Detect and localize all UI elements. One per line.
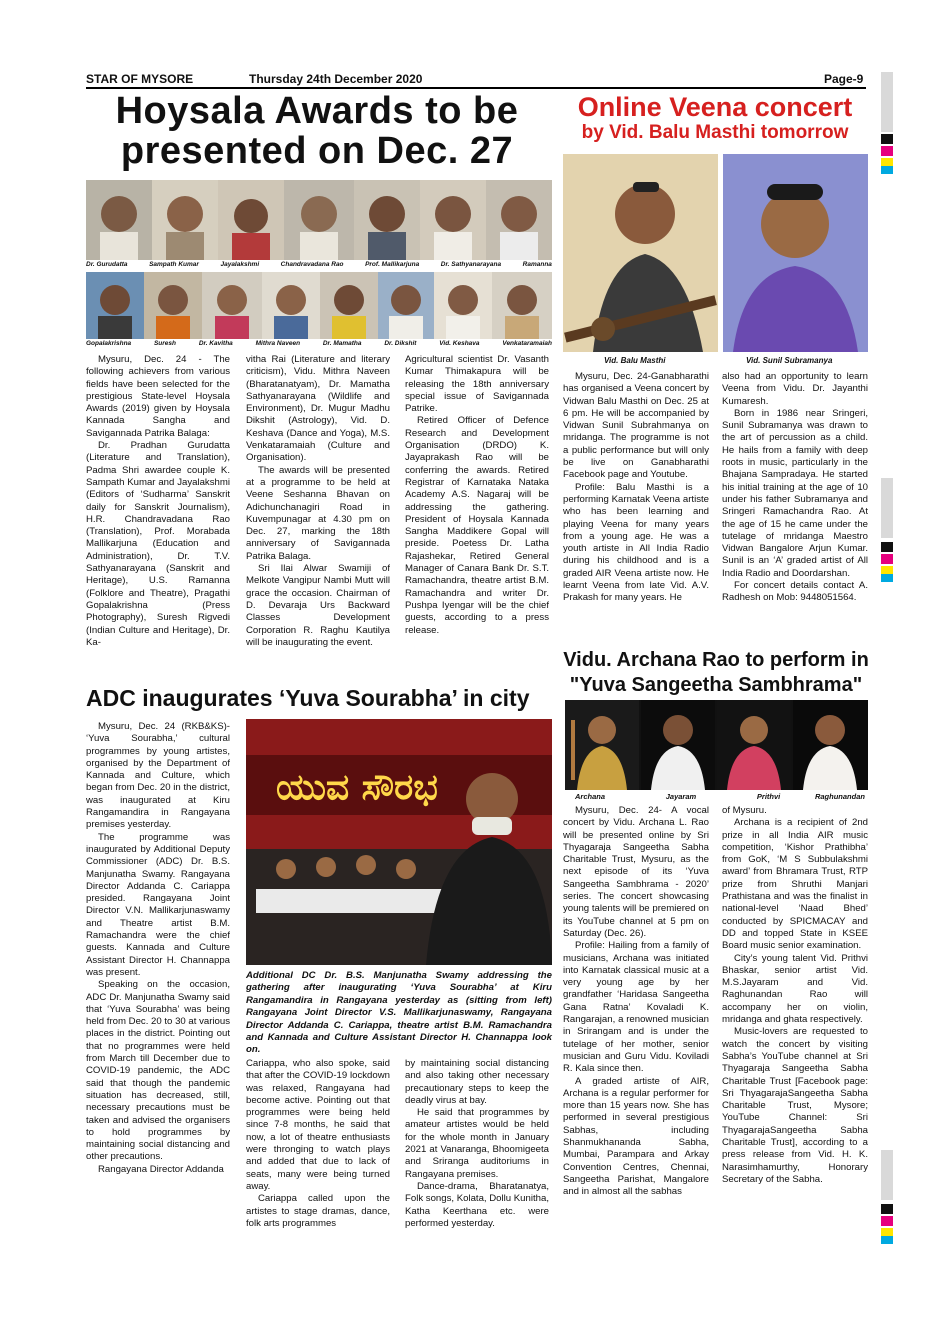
paragraph: A graded artiste of AIR, Archana is a regular performer for more than 15 years now. She has performed in several prestigious Sabhas, including Shanmukhananda Sabha, Mumbai, Parampara and Arkay Convention Centres, Chennai, Sangeetha Parishat, Mangalore and in almost all the sabhas <box>563 1075 709 1198</box>
balu-masthi-photo <box>563 154 718 352</box>
paragraph: Music-lovers are requested to watch the concert by visiting Sabha’s YouTube channel at Sri Thyagaraja Sangeetha Sabha Charitable Trust [Facebook page: Sri ThyagarajaSangeetha Sabha Charitable Trust, Mysore; YouTube Channel: Sri ThyagarajaSangeetha Sabha Charitable Trust], according to a press release from Vid. H. K. Narasimhamurthy, Honorary Secretary of the Sabha. <box>722 1026 868 1185</box>
archana-photos <box>565 700 868 790</box>
paragraph: Profile: Hailing from a family of musicians, Archana was initiated into Karnatak classical music at a very young age by her grandfather ‘Haridasa Sangeetha Gana Ratna’ Kovaladi K. Rangarajan, a renowned musician in Srirangam and is under the tutelage of her mother, senior musician and Guru Vidu. Koviladi R. Kala since then. <box>563 940 709 1075</box>
paragraph: Agricultural scientist Dr. Vasanth Kumar Thimakapura will be releasing the 18th anniversary special issue of Savigannada Patrike. <box>405 354 549 415</box>
archana-caption: Archana <box>575 792 606 801</box>
sunil-subramanya-graphic <box>723 154 868 352</box>
hoysala-captions-row2 <box>86 340 552 347</box>
hoysala-portraits-row1 <box>86 180 552 260</box>
balu-masthi-graphic <box>563 154 718 352</box>
archana-column-1 <box>563 805 709 1260</box>
paragraph: Mysuru, Dec. 24 - The following achievers from various fields have been selected for the prestigious State-level Hoysala Awards (2019) given by Hoysala Kannada Sangha and Savigannada Patrika Balaga: <box>86 354 230 439</box>
archana-headline-line1: Vidu. Archana Rao to perform in <box>563 649 869 671</box>
portrait-caption: Ramanna <box>522 261 552 268</box>
archana-captions <box>575 792 865 801</box>
veena-caption-right: Vid. Sunil Subramanya <box>746 356 833 365</box>
paragraph: City’s young talent Vid. Prithvi Bhaskar, senior artist Vid. M.S.Jayaram and Vid. Raghunandan Rao will accompany her on violin, mridanga and ghata respectively. <box>722 952 868 1026</box>
portrait-caption: Suresh <box>153 340 177 347</box>
header-rule <box>86 87 866 89</box>
paragraph: Speaking on the occasion, ADC Dr. Manjunatha Swamy said that ‘Yuva Sourabha’ was being held from Dec. 20 to 30 at various places in the district. Pointing out that no programmes were held from March till December due to COVID-19 pandemic, the ADC said that though the pandemic situation has decreased, still, necessary precautions must be taken and advised the organisers to hold programmes by maintaining social distancing and other precautions. <box>86 979 230 1163</box>
portraits-row2-graphic <box>86 272 552 339</box>
portrait-caption: Mithra Naveen <box>255 340 301 347</box>
portrait-caption: Vid. Keshava <box>439 340 480 347</box>
hoysala-headline-line2: presented on Dec. 27 <box>120 129 514 172</box>
paragraph: Archana is a recipient of 2nd prize in all India AIR music competition, ‘Kishor Prathibha’ from GoK, ‘M S Subbulakshmi award’ from Bhramara Trust, RTP prize from Shruthi Manjari Prathistana and was the finalist in national-level ‘Naad Bhed’ conducted by SPICMACAY and DD and topped State in KSEE Board music senior examination. <box>722 817 868 952</box>
paragraph: of Mysuru. <box>722 805 767 816</box>
portrait-caption: Dr. Dikshit <box>384 340 417 347</box>
veena-caption-left: Vid. Balu Masthi <box>604 356 666 365</box>
paragraph: Mysuru, Dec. 24- A vocal concert by Vidu. Archana L. Rao will be presented online by Sri Thyagaraja Sangeetha Sabha Charitable Trust, Mysuru, as the next episode of its ‘Yuva Sangeetha Sambhrama - 2020’ series. The concert showcasing young talents will be premiered on its YouTube channel at 5 pm on Saturday (Dec. 26). <box>563 805 709 939</box>
hoysala-column-1 <box>86 354 230 682</box>
adc-column-1 <box>86 721 230 1281</box>
paragraph: The programme was inaugurated by Additional Deputy Commissioner (ADC) Dr. B.S. Manjunatha Swamy. Rangayana Director Addanda C. Cariappa presided. Rangayana Joint Director V.N. Mallikarjunaswamy and Theatre artist B.M. Ramachandra were the chief guests. Kannada and Culture Assistant Director H. Channappa was present. <box>86 831 230 978</box>
portrait-caption: Dr. Gurudatta <box>86 261 128 268</box>
veena-column-2 <box>722 371 868 641</box>
paragraph: Dr. Pradhan Gurudatta (Literature and Translation), Padma Shri awardee couple K. Sampath Kumar and Jayalakshmi (Editors of ‘Sudharma’ Sanskrit daily for Sanskrit Journalism), H.R. Chandravadana Rao (Translation), Prof. Morabada Mallikarjuna (Education and Administration), Dr. T.V. Sathyanarayana (Sanskrit and Heritage), U.S. Ramanna (Folklore and Theatre), Pragathi Gopalakrishna (Press Photography), Suresh Rigvedi (Indian Culture and Heritage), Dr. Ka- <box>86 440 230 648</box>
portrait-caption: Dr. Kavitha <box>198 340 233 347</box>
kannada-banner-text: ಯುವ ಸೌರಭ <box>276 767 438 808</box>
archana-photos-graphic <box>565 700 868 790</box>
paragraph: by maintaining social distancing and also taking other necessary precautionary steps to keep the deadly virus at bay. <box>405 1058 549 1106</box>
adc-photo-caption: Additional DC Dr. B.S. Manjunatha Swamy addressing the gathering after inaugurating ‘Yuva Sourabha’ at Kiru Rangamandira in Rangayana yesterday as (sitting from left) Rangayana Joint Director V.S. Mallikarjunaswamy, Rangayana Director Addanda C. Cariappa, theatre artist B.M. Ramachandra and Kannada and Culture Assistant Director H. Channappa look on. <box>246 970 552 1056</box>
paragraph: Retired Officer of Defence Research and Development Organisation (DRDO) K. Jayaprakash Rao will be conferring the awards. Retired Registrar of Karnataka Nataka Academy A.S. Nagaraj will be addressing the gathering. President of Hoysala Kannada Sangha Maddikere Gopal will preside. Poetess Dr. Latha Rajashekar, Retired General Manager of Canara Bank Dr. S.T. Ramachandra, theatre artist B.M. Ramachandra and writer Dr. Pushpa Iyengar will be the chief guests, according to a press release. <box>405 415 549 636</box>
paragraph: Cariappa called upon the artistes to stage dramas, dance, folk arts programmes <box>246 1193 390 1229</box>
paragraph: Rangayana Director Addanda <box>98 1163 224 1175</box>
portrait-caption: Dr. Mamatha <box>322 340 362 347</box>
paragraph: Profile: Balu Masthi is a performing Karnatak Veena artiste who has been learning and playing Veena for many years from a young age. He was a youth artiste in All India Radio during his childhood and is a graded AIR Veena artiste now. He learnt Veena from late Vid. A.V. Prakash for many years. He <box>563 481 709 604</box>
archana-column-2 <box>722 805 868 1260</box>
archana-caption: Prithvi <box>756 792 781 801</box>
page-number: Page-9 <box>824 72 864 86</box>
portrait-caption: Gopalakrishna <box>86 340 132 347</box>
paragraph: also had an opportunity to learn Veena from Vidu. Dr. Jayanthi Kumaresh. <box>722 371 868 407</box>
adc-column-3 <box>405 1058 549 1280</box>
paragraph: For concert details contact A. Radhesh on Mob: 9448051564. <box>722 580 868 604</box>
paragraph: Sri Ilai Alwar Swamiji of Melkote Vangipur Nambi Mutt will grace the occasion. Chairman of D. Devaraja Urs Backward Classes Development Corporation R. Raghu Kautilya will be inaugurating the event. <box>246 563 390 648</box>
paper-name: STAR OF MYSORE <box>86 72 194 86</box>
hoysala-headline <box>84 92 550 172</box>
paragraph: Cariappa, who also spoke, said that after the COVID-19 lockdown was relaxed, Rangayana had become active. Pointing out that programmes were being held since 7-8 months, he said that now, a lot of theatre enthusiasts were thronging to watch plays and added that due to lack of seats, many were being turned away. <box>246 1058 390 1192</box>
veena-column-1 <box>563 371 709 641</box>
paragraph: The awards will be presented at a programme to be held at Veene Seshanna Bhavan on Adichunchanagiri Road in Kuvempunagar at 4.30 pm on Dec. 27, marking the 18th anniversary of Savigannada Patrika Balaga. <box>246 464 390 562</box>
paragraph: Mysuru, Dec. 24-Ganabharathi has organised a Veena concert by Vidwan Balu Masthi on Dec. 25 at 6 pm. He will be accompanied by Vidwan Sunil Subrahmanya on mridanga. The programme is not a public performance but will only be live on Ganabharathi Facebook page and Youtube. <box>563 371 709 481</box>
portrait-caption: Chandravadana Rao <box>280 261 344 268</box>
hoysala-column-3 <box>405 354 549 682</box>
hoysala-column-2 <box>246 354 390 682</box>
paragraph: vitha Rai (Literature and literary criticism), Vidu. Mithra Naveen (Bharatanatyam), Dr. Mamatha Sathyanarayana (Wildlife and Environment), Dr. Mugur Madhu Dikshit (Astrology), Vid. D. Keshava (Dance and Yoga), M.S. Venkataramaiah (Culture and Organisation). <box>246 354 390 464</box>
issue-date: Thursday 24th December 2020 <box>249 72 423 86</box>
archana-headline-line2: "Yuva Sangeetha Sambhrama" <box>569 674 863 696</box>
archana-caption: Raghunandan <box>814 792 865 801</box>
archana-headline <box>560 648 872 698</box>
portrait-caption: Prof. Mallikarjuna <box>365 261 420 268</box>
veena-headline <box>560 93 870 143</box>
paragraph: He said that programmes by amateur artistes would be held for the whole month in January 2021 at Vanaranga, Bhoomigeeta and Sriranga auditoriums in Rangayana premises. <box>405 1107 549 1180</box>
hoysala-headline-line1: Hoysala Awards to be <box>115 90 519 132</box>
adc-event-graphic <box>246 719 552 965</box>
paragraph: Dance-drama, Bharatanatya, Folk songs, Kolata, Dollu Kunitha, Katha Keerthana etc. were performed yesterday. <box>405 1180 549 1229</box>
hoysala-captions-row1 <box>86 261 552 268</box>
adc-event-photo <box>246 719 552 965</box>
portrait-caption: Jayalakshmi <box>220 261 260 268</box>
hoysala-portraits-row2 <box>86 272 552 339</box>
portraits-row1-graphic <box>86 180 552 260</box>
archana-caption: Jayaram <box>665 792 697 801</box>
adc-headline: ADC inaugurates ‘Yuva Sourabha’ in city <box>86 685 530 711</box>
portrait-caption: Venkataramaiah <box>502 340 552 347</box>
portrait-caption: Sampath Kumar <box>149 261 199 268</box>
paragraph: Born in 1986 near Sringeri, Sunil Subramanya was drawn to the art of percussion as a child. He hails from a family with deep roots in music, particularly in the Bhajana Sampradaya. He started his initial training at the age of 10 under his father Subramanya and Sringeri Ramachandra Rao. At the age of 15 he came under the tutelage of mridanga Maestro Vidwan Bangalore Arjun Kumar. Sunil is an ‘A’ graded artist of All India Radio and Doordarshan. <box>722 407 868 579</box>
portrait-caption: Dr. Sathyanarayana <box>440 261 502 268</box>
veena-headline-line1: Online Veena concert <box>577 92 853 122</box>
veena-headline-line2: by Vid. Balu Masthi tomorrow <box>581 122 849 144</box>
sunil-subramanya-photo <box>723 154 868 352</box>
paragraph: Mysuru, Dec. 24 (RKB&KS)- ‘Yuva Sourabha,’ cultural programmes by young artistes, organised by the Department of Kannada and Culture, which began from Dec. 20 in the district, was inaugurated at Kiru Rangamandira in Rangayana premises yesterday. <box>86 721 230 831</box>
adc-column-2 <box>246 1058 390 1280</box>
